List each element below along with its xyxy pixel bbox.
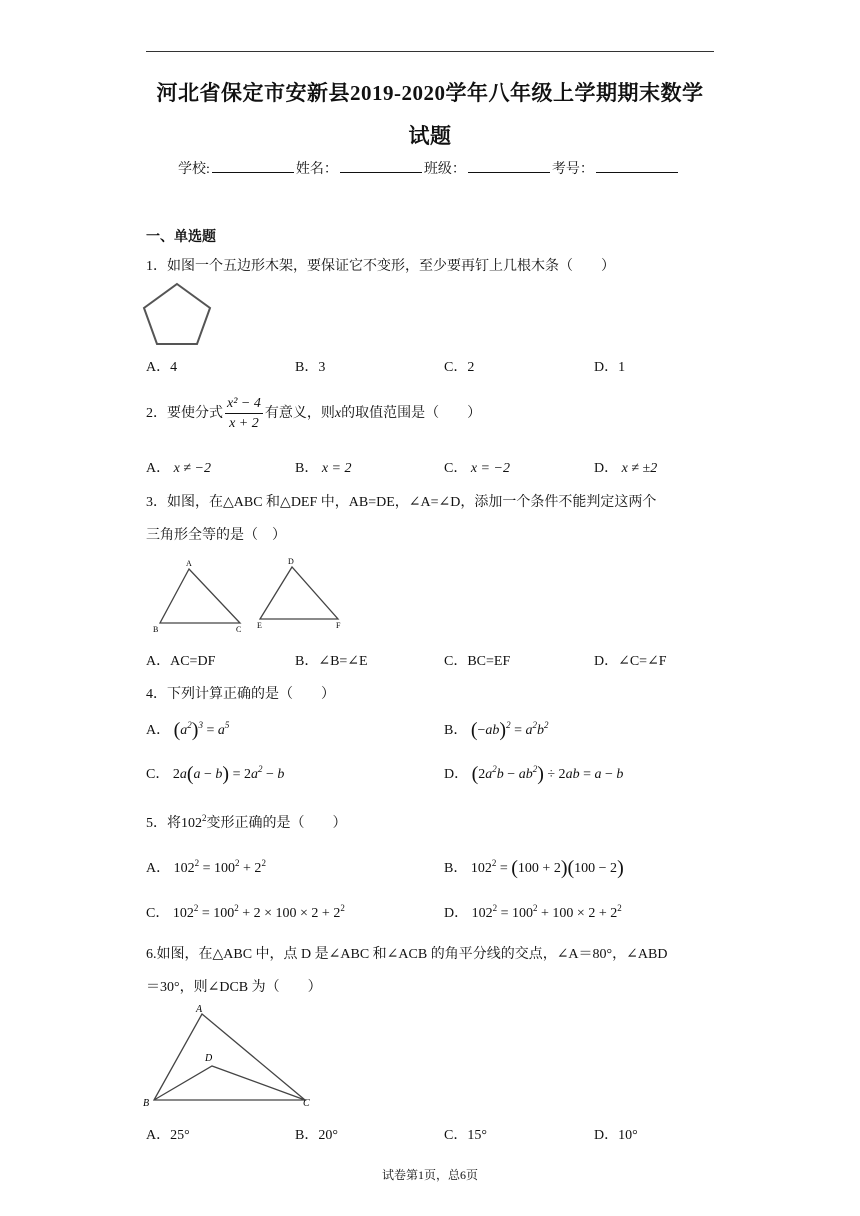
q3-label-d: D [288, 557, 294, 566]
q2-option-a[interactable]: A． x ≠ −2 [146, 461, 211, 476]
q3-stem-line-1: 3．如图，在△ABC 和△DEF 中，AB=DE，∠A=∠D，添加一个条件不能判定这两个 [146, 495, 657, 510]
q2-option-d-expr: x ≠ ±2 [621, 461, 658, 476]
q5-stem-prefix: 5．将 [146, 816, 181, 831]
student-info-line [178, 158, 680, 178]
q6-label-d: D [205, 1053, 213, 1064]
q4-stem: 4．下列计算正确的是（ ） [146, 687, 335, 702]
q5-option-c-expr: $102^2 = 100^2 + 2 \times 100 \times 2 + 2^2$ [172, 903, 345, 921]
q5-stem-expr: $102^2$ [181, 813, 207, 831]
q6-triangle-figure [140, 1000, 320, 1112]
q6-stem-line-2: ＝30°，则∠DCB 为（ ） [146, 980, 322, 995]
q2-option-a-expr: x ≠ −2 [173, 461, 211, 476]
q1-option-a[interactable]: A．4 [146, 360, 178, 375]
q2-option-d[interactable]: D． x ≠ ±2 [594, 461, 658, 476]
q2-stem-mid: 有意义，则 [264, 406, 335, 422]
q5-option-b[interactable]: B． $102^2 = (100 + 2)(100 - 2)$ [444, 857, 624, 879]
q5-stem-suffix: 变形正确的是（ ） [206, 816, 347, 831]
q3-label-a: A [186, 559, 192, 568]
q3-stem-line-2: 三角形全等的是（ ） [146, 528, 286, 543]
q6-option-b[interactable]: B．20° [295, 1128, 338, 1143]
class-blank[interactable] [468, 158, 550, 173]
q4-option-a[interactable]: A． $(a^2)^3 = a^5$ [146, 719, 230, 741]
q6-label-c: C [303, 1098, 310, 1109]
q5-option-c[interactable]: C． $102^2 = 100^2 + 2 \times 100 \times 2 + 2^2$ [146, 903, 345, 921]
q6-stem-line-1: 6.如图，在△ABC 中，点 D 是∠ABC 和∠ACB 的角平分线的交点，∠A＝80°，∠ABD [146, 947, 668, 962]
page-footer: 试卷第1页，总6页 [381, 1168, 478, 1182]
school-label: 学校: [178, 162, 210, 177]
q5-option-a-expr: $102^2 = 100^2 + 2^2$ [173, 858, 266, 876]
q6-label-a: A [196, 1004, 203, 1015]
q3-option-d[interactable]: D．∠C=∠F [594, 654, 667, 669]
q5-option-d[interactable]: D． $102^2 = 100^2 + 100 \times 2 + 2^2$ [444, 903, 622, 921]
q3-label-c: C [236, 625, 242, 634]
q2-variable: x [334, 406, 342, 422]
q6-option-c[interactable]: C．15° [444, 1128, 487, 1143]
title-line-1: 河北省保定市安新县2019-2020学年八年级上学期期末数学 [156, 81, 704, 105]
name-label: 姓名： [295, 162, 338, 177]
q5-option-d-expr: $102^2 = 100^2 + 100 \times 2 + 2^2$ [471, 903, 622, 921]
q2-option-b-expr: x = 2 [321, 461, 352, 476]
q4-option-d-expr: $(2a^2b - ab^2) \div 2ab = a - b$ [471, 763, 624, 785]
q3-option-b[interactable]: B．∠B=∠E [295, 654, 368, 669]
q6-label-b: B [143, 1098, 150, 1109]
pentagon-figure [140, 281, 214, 347]
q2-option-c[interactable]: C． x = −2 [444, 461, 510, 476]
class-label: 班级： [423, 162, 466, 177]
q2-denominator: x + 2 [229, 416, 259, 431]
school-blank[interactable] [212, 158, 294, 173]
title-line-2: 试题 [408, 124, 452, 148]
q2-numerator: x² − 4 [225, 396, 263, 414]
q2-option-c-expr: x = −2 [470, 461, 510, 476]
q4-option-b-expr: $(-ab)^2 = a^2b^2$ [470, 719, 549, 741]
q2-stem-suffix: 的取值范围是（ ） [341, 406, 482, 422]
q3-label-f: F [336, 621, 341, 630]
q3-label-e: E [257, 621, 262, 630]
section-heading: 一、单选题 [146, 230, 216, 245]
q1-option-c[interactable]: C．2 [444, 360, 475, 375]
q1-option-b[interactable]: B．3 [295, 360, 326, 375]
name-blank[interactable] [340, 158, 422, 173]
q5-stem [146, 812, 347, 832]
q4-option-c[interactable]: C． $2a(a - b) = 2a^2 - b$ [146, 763, 285, 785]
q2-fraction [225, 396, 263, 432]
q4-option-b[interactable]: B． $(-ab)^2 = a^2b^2$ [444, 719, 549, 741]
q2-option-b[interactable]: B． x = 2 [295, 461, 352, 476]
q3-option-c[interactable]: C．BC=EF [444, 654, 511, 669]
q5-option-a[interactable]: A． $102^2 = 100^2 + 2^2$ [146, 858, 266, 876]
q2-stem [146, 396, 481, 432]
q4-option-c-expr: $2a(a - b) = 2a^2 - b$ [172, 763, 285, 785]
exam-no-blank[interactable] [596, 158, 678, 173]
q3-triangles-figure [146, 555, 358, 635]
q4-option-a-expr: $(a^2)^3 = a^5$ [173, 719, 230, 741]
q1-option-d[interactable]: D．1 [594, 360, 626, 375]
q5-option-b-expr: $102^2 = (100 + 2)(100 - 2)$ [470, 857, 624, 879]
q3-option-a[interactable]: A．AC=DF [146, 654, 216, 669]
q1-stem: 1．如图一个五边形木架，要保证它不变形，至少要再钉上几根木条（ ） [146, 259, 615, 274]
q4-option-d[interactable]: D． $(2a^2b - ab^2) \div 2ab = a - b$ [444, 763, 624, 785]
q6-option-d[interactable]: D．10° [594, 1128, 638, 1143]
exam-no-label: 考号： [551, 162, 594, 177]
q2-stem-prefix: 2．要使分式 [146, 406, 223, 422]
top-rule [146, 51, 714, 52]
q3-label-b: B [153, 625, 159, 634]
q6-option-a[interactable]: A．25° [146, 1128, 190, 1143]
